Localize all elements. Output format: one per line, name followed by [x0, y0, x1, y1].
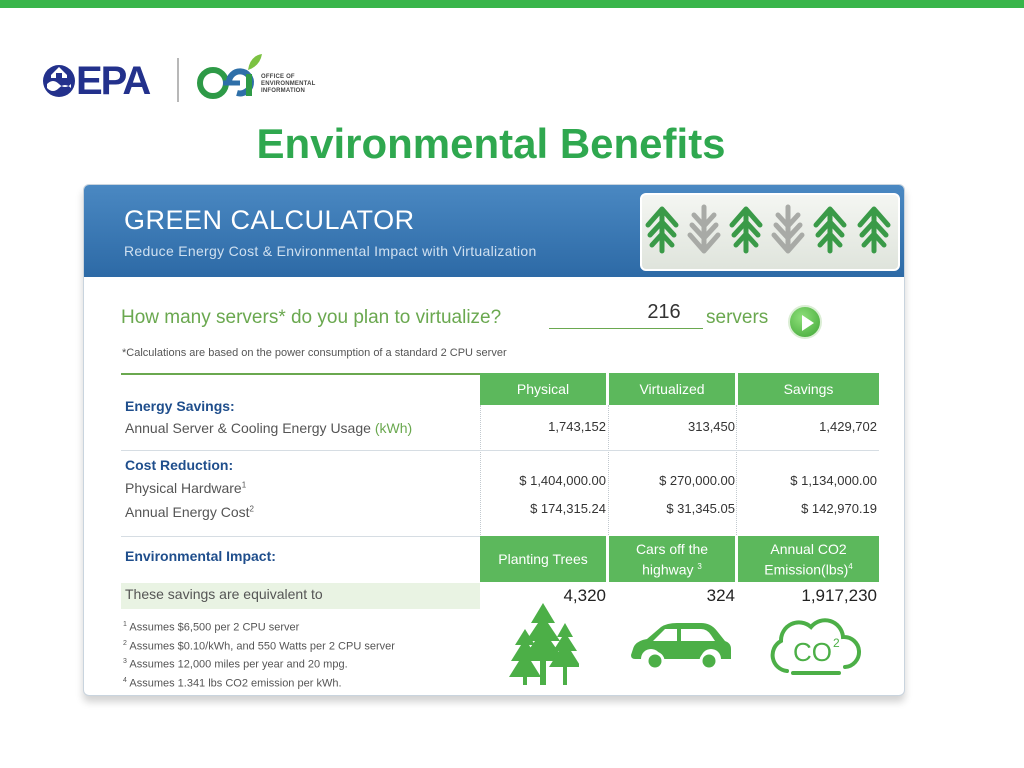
assumption-marker: 1	[123, 621, 127, 628]
hardware-physical-value: $ 1,404,000.00	[519, 473, 606, 488]
energy-cost-physical-value: $ 174,315.24	[530, 501, 606, 516]
logo-divider	[177, 58, 179, 102]
co2-header-line-2	[764, 558, 852, 579]
assumptions-list	[123, 617, 395, 692]
assumption-marker: 3	[123, 658, 127, 666]
trees-value: 4,320	[563, 586, 606, 605]
assumption-text: Assumes 12,000 miles per year and 20 mpg.	[129, 658, 348, 671]
calculator-header	[84, 185, 905, 277]
assumption-item	[123, 617, 395, 636]
oei-logo-icon	[196, 52, 262, 102]
column-header-savings: Savings	[738, 373, 879, 405]
cars-header-line-2-text: highway	[642, 561, 694, 578]
energy-virtualized-value: 313,450	[688, 419, 735, 434]
energy-physical-value: 1,743,152	[548, 419, 606, 434]
co2-icon-subscript: 2	[833, 636, 840, 650]
calculate-button[interactable]	[788, 305, 822, 339]
epa-wordmark: EPA	[76, 59, 150, 103]
oei-line-2: ENVIRONMENTAL	[261, 81, 316, 87]
page-title: Environmental Benefits	[256, 120, 726, 167]
hardware-footnote-marker: 1	[241, 480, 247, 490]
assumption-item	[123, 673, 395, 692]
co2-icon-text: CO	[793, 637, 832, 667]
tree-arrows-icon	[642, 195, 898, 269]
column-separator	[736, 405, 737, 535]
annual-energy-cost-footnote-marker: 2	[249, 504, 254, 514]
servers-unit-label: servers	[706, 307, 769, 328]
assumption-marker: 2	[123, 639, 127, 647]
energy-savings-heading: Energy Savings:	[125, 398, 235, 414]
cars-value: 324	[706, 586, 735, 605]
equivalent-label: These savings are equivalent to	[125, 586, 323, 602]
green-calculator-panel	[83, 184, 905, 696]
car-icon	[627, 621, 731, 673]
cost-reduction-heading: Cost Reduction:	[125, 457, 234, 473]
assumption-text: Assumes $0.10/kWh, and 550 Watts per 2 CPU server	[129, 640, 395, 653]
column-header-physical: Physical	[480, 373, 606, 405]
assumption-text: Assumes 1.341 lbs CO2 emission per kWh.	[129, 677, 342, 690]
energy-usage-unit: (kWh)	[374, 420, 413, 436]
assumption-item	[123, 636, 395, 655]
assumption-marker: 4	[123, 676, 127, 684]
calculator-title: GREEN CALCULATOR	[124, 205, 415, 235]
energy-savings-value: 1,429,702	[819, 419, 877, 434]
hardware-virtualized-value: $ 270,000.00	[659, 473, 735, 488]
assumption-text: Assumes $6,500 per 2 CPU server	[129, 621, 300, 634]
table-top-rule	[121, 373, 480, 375]
oei-text	[261, 74, 316, 95]
tree-banner	[640, 193, 900, 271]
hardware-text: Physical Hardware	[125, 480, 242, 496]
calculator-subtitle: Reduce Energy Cost & Environmental Impact with Virtualization	[124, 243, 537, 259]
energy-cost-savings-value: $ 142,970.19	[801, 501, 877, 516]
oei-line-1: OFFICE OF	[261, 74, 295, 80]
row-divider	[121, 536, 480, 537]
hardware-savings-value: $ 1,134,000.00	[790, 473, 877, 488]
co2-header-line-2-text: Emission(lbs)	[764, 561, 849, 578]
environmental-impact-heading: Environmental Impact:	[125, 548, 276, 564]
column-header-cars-off-highway	[609, 536, 735, 582]
energy-cost-virtualized-value: $ 31,345.05	[666, 501, 735, 516]
oei-line-3: INFORMATION	[261, 88, 306, 94]
assumption-item	[123, 654, 395, 673]
servers-question: How many servers* do you plan to virtualize?	[121, 307, 502, 328]
co2-cloud-icon	[767, 617, 863, 681]
energy-usage-label	[125, 420, 412, 436]
planting-trees-label: Planting Trees	[498, 551, 588, 567]
top-accent-bar	[0, 0, 1024, 8]
servers-input-underline	[549, 328, 703, 329]
energy-usage-text: Annual Server & Cooling Energy Usage	[125, 420, 371, 436]
column-header-planting-trees	[480, 536, 606, 582]
trees-icon	[509, 599, 579, 685]
row-divider	[121, 450, 879, 451]
servers-count-input[interactable]	[624, 299, 704, 325]
annual-energy-cost-text: Annual Energy Cost	[125, 504, 250, 520]
cars-header-line-1: Cars off the	[635, 540, 709, 557]
co2-value: 1,917,230	[801, 586, 877, 605]
column-header-virtualized: Virtualized	[609, 373, 735, 405]
column-header-annual-co2	[738, 536, 879, 582]
co2-header-line-1: Annual CO2	[770, 540, 847, 557]
calculation-note: *Calculations are based on the power consumption of a standard 2 CPU server	[122, 347, 507, 359]
cars-footnote-marker: 3	[697, 561, 702, 571]
annual-energy-cost-label	[125, 504, 254, 520]
co2-footnote-marker: 4	[848, 561, 853, 571]
cars-header-line-2	[642, 558, 702, 579]
hardware-label	[125, 480, 246, 496]
